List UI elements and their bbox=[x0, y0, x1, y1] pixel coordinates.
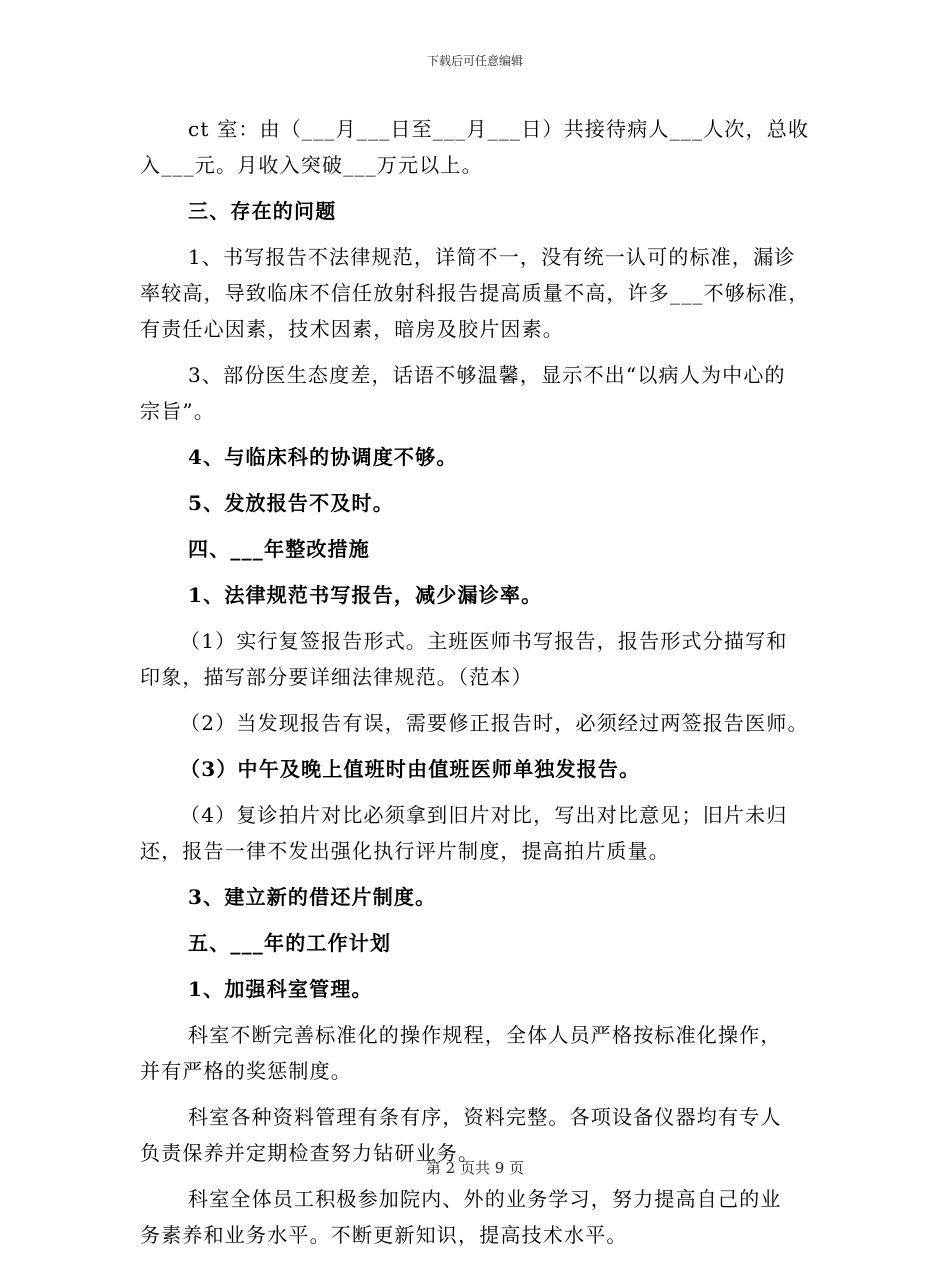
paragraph-line: 3、建立新的借还片制度。 bbox=[188, 885, 437, 909]
paragraph-line: 五、___年的工作计划 bbox=[188, 931, 392, 955]
paragraph-10 bbox=[140, 751, 830, 787]
paragraph-12 bbox=[140, 879, 830, 915]
paragraph-line: 宗旨”。 bbox=[140, 399, 216, 423]
paragraph-0 bbox=[140, 111, 830, 183]
paragraph-line: 入___元。月收入突破___万元以上。 bbox=[140, 153, 483, 177]
paragraph-line: 1、加强科室管理。 bbox=[188, 977, 373, 1001]
paragraph-line: ct 室：由（___月___日至___月___日）共接待病人___人次，总收 bbox=[188, 117, 810, 141]
paragraph-6 bbox=[140, 531, 830, 567]
paragraph-line: 并有严格的奖惩制度。 bbox=[140, 1059, 352, 1083]
paragraph-line: 务素养和业务水平。不断更新知识，提高技术水平。 bbox=[140, 1223, 628, 1247]
document-body bbox=[140, 111, 830, 1263]
paragraph-line: 有责任心因素，技术因素，暗房及胶片因素。 bbox=[140, 317, 564, 341]
paragraph-line: （1）实行复签报告形式。主班医师书写报告，报告形式分描写和 bbox=[180, 629, 788, 653]
paragraph-5 bbox=[140, 485, 830, 521]
paragraph-2 bbox=[140, 239, 830, 347]
paragraph-line: 三、存在的问题 bbox=[188, 199, 337, 223]
page-header: 下载后可任意编辑 bbox=[426, 54, 523, 68]
paragraph-line: （3）中午及晚上值班时由值班医师单独发报告。 bbox=[180, 757, 641, 781]
paragraph-line: 率较高，导致临床不信任放射科报告提高质量不高，许多___不够标准， bbox=[140, 281, 810, 305]
paragraph-line: 还，报告一律不发出强化执行评片制度，提高拍片质量。 bbox=[140, 839, 670, 863]
paragraph-line: 5、发放报告不及时。 bbox=[188, 491, 394, 515]
paragraph-8 bbox=[140, 623, 830, 695]
paragraph-15 bbox=[140, 1017, 830, 1089]
paragraph-4 bbox=[140, 439, 830, 475]
paragraph-line: 1、书写报告不法律规范，详简不一，没有统一认可的标准，漏诊 bbox=[188, 245, 796, 269]
paragraph-line: 负责保养并定期检查努力钻研业务。 bbox=[140, 1141, 480, 1165]
paragraph-line: 科室全体员工积极参加院内、外的业务学习，努力提高自己的业 bbox=[188, 1187, 782, 1211]
paragraph-line: 科室不断完善标准化的操作规程，全体人员严格按标准化操作， bbox=[188, 1023, 782, 1047]
paragraph-3 bbox=[140, 357, 830, 429]
paragraph-line: （4）复诊拍片对比必须拿到旧片对比，写出对比意见；旧片未归 bbox=[180, 803, 788, 827]
page-number: 第 2 页共 9 页 bbox=[425, 1159, 525, 1177]
paragraph-1 bbox=[140, 193, 830, 229]
paragraph-line: （2）当发现报告有误，需要修正报告时，必须经过两签报告医师。 bbox=[180, 711, 809, 735]
paragraph-11 bbox=[140, 797, 830, 869]
paragraph-13 bbox=[140, 925, 830, 961]
paragraph-line: 1、法律规范书写报告，减少漏诊率。 bbox=[188, 583, 543, 607]
paragraph-14 bbox=[140, 971, 830, 1007]
paragraph-line: 科室各种资料管理有条有序，资料完整。各项设备仪器均有专人 bbox=[188, 1105, 782, 1129]
paragraph-17 bbox=[140, 1181, 830, 1253]
paragraph-7 bbox=[140, 577, 830, 613]
paragraph-9 bbox=[140, 705, 830, 741]
paragraph-line: 3、部份医生态度差，话语不够温馨，显示不出“以病人为中心的 bbox=[188, 363, 786, 387]
paragraph-line: 4、与临床科的协调度不够。 bbox=[188, 445, 458, 469]
paragraph-line: 印象，描写部分要详细法律规范。（范本） bbox=[140, 665, 533, 689]
paragraph-line: 四、___年整改措施 bbox=[188, 537, 370, 561]
